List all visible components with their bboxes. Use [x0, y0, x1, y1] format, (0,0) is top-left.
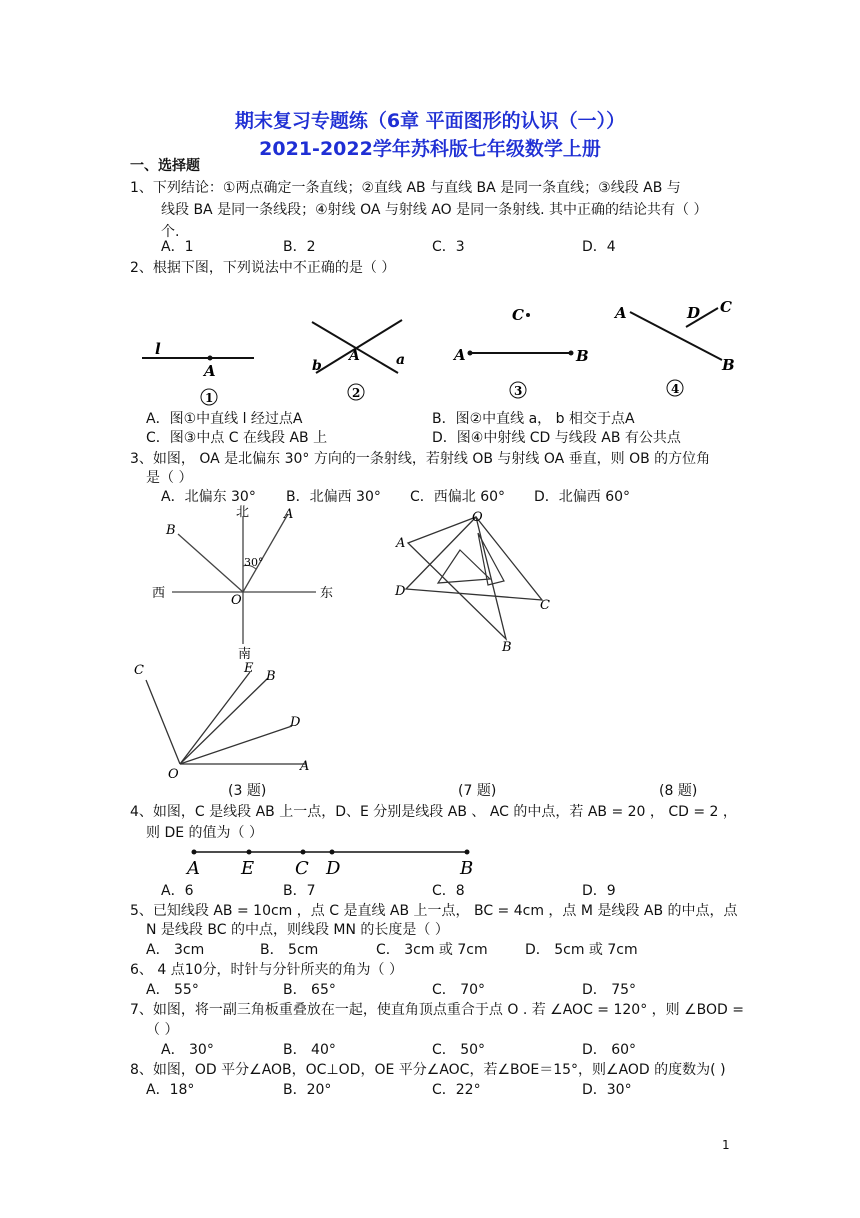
point-b [465, 850, 470, 855]
q4-line1: 4、如图，C 是线段 AB 上一点，D、E 分别是线段 AB 、 AC 的中点，若 AB = 20 ， CD = 2 ， [130, 804, 737, 820]
doc-title-line2: 2021-2022学年苏科版七年级数学上册 [259, 138, 601, 160]
label-a: A [204, 362, 216, 380]
q3-option-a: A．北偏东 30° [161, 489, 256, 505]
q3-option-b: B．北偏西 30° [286, 489, 381, 505]
q1-option-d: D．4 [582, 239, 616, 255]
point-c [526, 313, 530, 317]
q6-option-a: A． 55° [146, 982, 199, 998]
figure-4 [613, 298, 735, 396]
q1-line3: 个. [161, 224, 180, 240]
label-o: O [231, 593, 242, 608]
angle-label: 30° [244, 556, 264, 569]
label-c: C [720, 298, 732, 316]
south-label: 南 [238, 647, 252, 660]
label-a: A [396, 536, 406, 551]
segment-ab [630, 312, 722, 360]
label-e: E [241, 858, 255, 879]
q3-line1: 3、如图， OA 是北偏东 30° 方向的一条射线，若射线 OB 与射线 OA 垂直，则 OB 的方位角 [130, 451, 711, 467]
label-a: A [615, 304, 627, 322]
q8-stem: 8、如图，OD 平分∠AOB，OC⊥OD，OE 平分∠AOC，若∠BOE＝15°，则∠AOD 的度数为( ) [130, 1062, 726, 1078]
q5-option-b: B． 5cm [260, 942, 319, 958]
q1-line1: 1、下列结论：①两点确定一条直线；②直线 AB 与直线 BA 是同一条直线；③线段 AB 与 [130, 180, 681, 196]
q2-figures [130, 290, 760, 410]
q7-option-a: A． 30° [161, 1042, 214, 1058]
label-a: a [396, 352, 406, 368]
west-label: 西 [152, 586, 166, 601]
q1-line2: 线段 BA 是同一条线段；④射线 OA 与射线 AO 是同一条射线. 其中正确的结论共有（ ） [161, 202, 708, 218]
label-b: B [166, 523, 176, 538]
q5-option-a: A． 3cm [146, 942, 205, 958]
point-a [208, 356, 213, 361]
triangle-odc [406, 517, 542, 600]
figure-2 [312, 320, 405, 400]
q6-option-b: B． 65° [283, 982, 336, 998]
q4-option-d: D．9 [582, 883, 616, 899]
point-b [569, 351, 574, 356]
section-heading: 一、选择题 [130, 158, 200, 174]
figure-1 [142, 340, 254, 405]
label-d: D [326, 858, 341, 879]
label-c: C [540, 598, 550, 613]
q2-option-a: A．图①中直线 l 经过点A [146, 411, 303, 427]
label-o: O [168, 767, 179, 782]
q1-option-c: C．3 [432, 239, 465, 255]
q2-option-c: C．图③中点 C 在线段 AB 上 [146, 430, 328, 446]
q5-option-c: C． 3cm 或 7cm [376, 942, 488, 958]
label-a: A [284, 507, 294, 522]
q5-line2: N 是线段 BC 的中点，则线段 MN 的长度是（ ） [146, 922, 449, 938]
point-c [301, 850, 306, 855]
q7-line2: （ ） [146, 1022, 179, 1038]
caption-q8: (8 题) [659, 783, 698, 799]
label-c: C [295, 858, 309, 879]
q2-option-b: B．图②中直线 a， b 相交于点A [432, 411, 635, 427]
ray-oa [243, 514, 288, 592]
point-d [330, 850, 335, 855]
label-a: A [300, 759, 310, 774]
point-a [192, 850, 197, 855]
label-l: l [155, 340, 161, 358]
q3-option-c: C．西偏北 60° [410, 489, 506, 505]
figure-3 [452, 306, 589, 398]
label-e: E [244, 661, 254, 676]
label-c: C [512, 306, 524, 324]
label-b: B [576, 347, 589, 365]
q4-segment-figure [180, 840, 480, 880]
label-b: B [722, 356, 735, 374]
point-a [468, 351, 473, 356]
page-number: 1 [722, 1138, 730, 1152]
q8-option-b: B．20° [283, 1082, 332, 1098]
q7-option-c: C． 50° [432, 1042, 486, 1058]
q7-option-b: B． 40° [283, 1042, 336, 1058]
line-b [316, 320, 402, 373]
q5-line1: 5、已知线段 AB = 10cm ，点 C 是直线 AB 上一点， BC = 4cm ，点 M 是线段 AB 的中点，点 [130, 903, 738, 919]
label-d: D [290, 715, 301, 730]
label-a: A [454, 346, 466, 364]
q2-stem: 2、根据下图，下列说法中不正确的是（ ） [130, 260, 396, 276]
q5-option-d: D． 5cm 或 7cm [525, 942, 638, 958]
label-b: B [460, 858, 474, 879]
rays-figure [130, 660, 330, 784]
doc-title-line1: 期末复习专题练（6章 平面图形的认识（一）） [234, 110, 626, 132]
compass-figure [140, 504, 350, 660]
caption-q3: (3 题) [228, 783, 267, 799]
q3-line2: 是（ ） [146, 470, 193, 486]
figure-number-digit: 2 [352, 386, 361, 400]
ray-oc [146, 680, 180, 764]
q2-option-d: D．图④中射线 CD 与线段 AB 有公共点 [432, 430, 681, 446]
q6-option-c: C． 70° [432, 982, 486, 998]
ray-ob [178, 534, 243, 592]
q4-line2: 则 DE 的值为（ ） [146, 825, 263, 841]
q8-option-d: D．30° [582, 1082, 632, 1098]
label-b: b [312, 358, 322, 374]
caption-q7: (7 题) [458, 783, 497, 799]
figure-number-digit: 4 [671, 382, 680, 396]
label-a: A [187, 858, 200, 879]
ray-od [180, 726, 292, 764]
q6-option-d: D． 75° [582, 982, 637, 998]
q4-option-c: C．8 [432, 883, 465, 899]
label-d: D [687, 304, 701, 322]
ray-ob [180, 678, 268, 764]
point-e [247, 850, 252, 855]
north-label: 北 [236, 505, 250, 520]
q6-stem: 6、 4 点10分，时针与分针所夹的角为（ ） [130, 962, 403, 978]
label-point-a: A [349, 348, 360, 364]
q7-option-d: D． 60° [582, 1042, 637, 1058]
label-c: C [134, 663, 144, 678]
ray-oe [180, 672, 250, 764]
q1-option-b: B．2 [283, 239, 316, 255]
q4-option-a: A．6 [161, 883, 194, 899]
q3-option-d: D．北偏西 60° [534, 489, 631, 505]
q8-option-c: C．22° [432, 1082, 481, 1098]
figure-number-digit: 3 [514, 384, 523, 398]
q7-line1: 7、如图，将一副三角板重叠放在一起，使直角顶点重合于点 O . 若 ∠AOC = 120° ，则 ∠BOD = [130, 1002, 744, 1018]
label-d: D [395, 584, 406, 599]
q8-option-a: A．18° [146, 1082, 195, 1098]
label-b: B [266, 669, 276, 684]
label-o: O [472, 510, 483, 525]
triangles-figure [390, 505, 570, 655]
q1-option-a: A．1 [161, 239, 194, 255]
q4-option-b: B．7 [283, 883, 316, 899]
east-label: 东 [320, 586, 334, 601]
figure-number-digit: 1 [205, 391, 214, 405]
label-b: B [502, 640, 512, 655]
